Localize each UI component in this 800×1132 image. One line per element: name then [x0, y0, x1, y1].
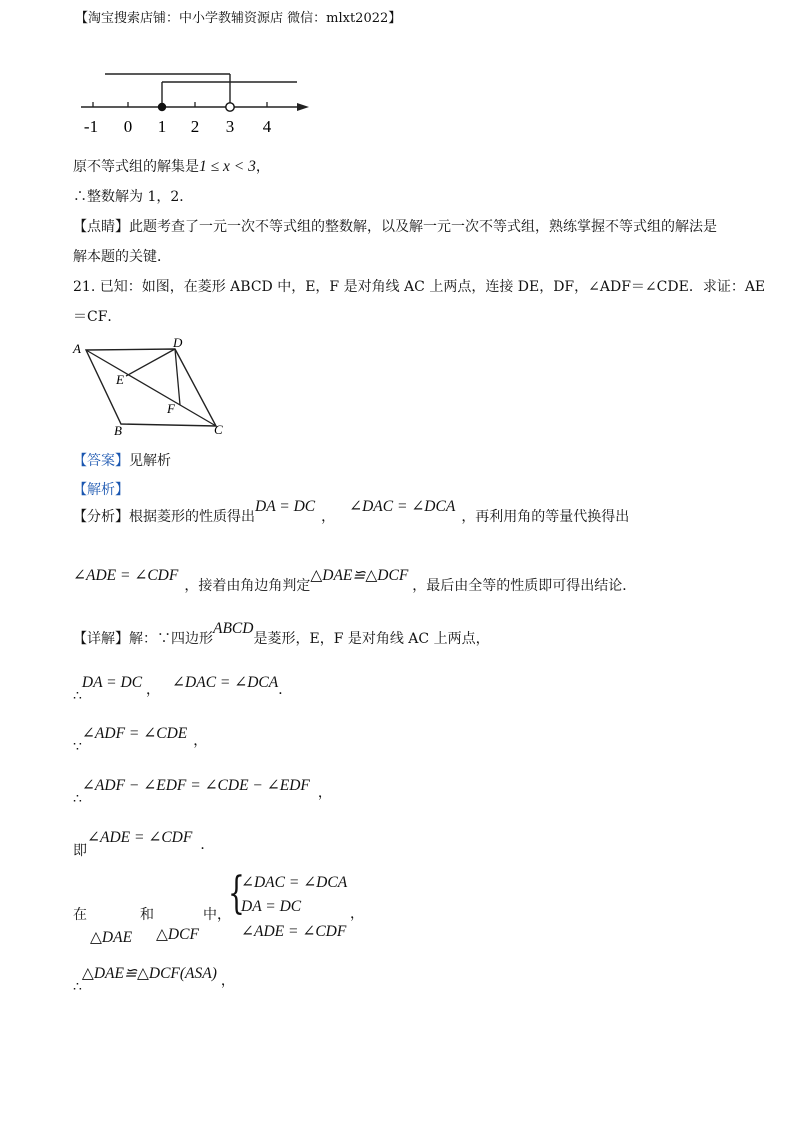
tick-label: -1 [83, 117, 99, 136]
label-E: E [116, 372, 124, 387]
comment-line-1: 【点睛】此题考查了一元一次不等式组的整数解，以及解一元一次不等式组，熟练掌握不等式组的解法是 [73, 219, 717, 235]
system-end: ， [350, 906, 364, 922]
math-expr: ∠ADE = ∠CDF [87, 829, 193, 846]
system-he: 和 [140, 907, 154, 923]
system-brace: { [228, 868, 245, 919]
math-expr: DA = DC [255, 498, 316, 515]
math-expr: ∠DAC = ∠DCA [172, 674, 279, 691]
label-F: F [167, 401, 175, 416]
detail-line: 【详解】解：∵四边形ABCD是菱形，E，F 是对角线 AC 上两点， [73, 620, 490, 647]
comment-line-2: 解本题的关键． [73, 249, 171, 265]
triangle-dcf: △DCF [156, 926, 199, 943]
analysis-line-2: ∠ADE = ∠CDF，接着由角边角判定△DAE≌△DCF，最后由全等的性质即可得出结论． [73, 567, 637, 594]
math-expr: DA = DC [81, 674, 143, 691]
closed-point-1 [158, 103, 166, 111]
math-expr: △DAE≌△DCF(ASA) [81, 965, 217, 982]
label-D: D [173, 335, 183, 350]
tick-label: 1 [157, 117, 167, 136]
math-expr: ABCD [213, 620, 254, 637]
math-expr: ∠ADE = ∠CDF [73, 567, 179, 584]
math-expr: 1 ≤ x < 3 [199, 158, 256, 175]
math-expr: ∠ADF = ∠CDE [81, 725, 188, 742]
label-B: B [114, 423, 122, 438]
tick-label: 4 [262, 117, 272, 136]
math-expr: ∠DAC = ∠DCA [349, 498, 456, 515]
math-expr: ∠ADF − ∠EDF = ∠CDE − ∠EDF [81, 777, 310, 794]
system-eq-1: ∠DAC = ∠DCA [241, 874, 348, 891]
problem-line-2: ＝CF． [73, 309, 122, 325]
open-point-3 [226, 103, 234, 111]
triangle-dae: △DAE [90, 929, 133, 946]
problem-line-1: 21. 已知：如图，在菱形 ABCD 中，E，F 是对角线 AC 上两点，连接 DE，DF，∠ADF＝∠CDE．求证：AE [73, 279, 766, 295]
integer-solutions: ∴整数解为 1，2． [73, 189, 194, 205]
system-zai: 在 [73, 907, 87, 923]
step-2: ∵∠ADF = ∠CDE ， [73, 725, 208, 755]
label-C: C [214, 422, 223, 437]
math-expr: △DAE≌△DCF [310, 567, 409, 584]
system-zhong: 中， [203, 907, 231, 923]
tick-label: 3 [225, 117, 235, 136]
tick-label: 2 [190, 117, 200, 136]
answer-tag: 【答案】 [73, 453, 129, 469]
label-A: A [73, 341, 81, 356]
step-4: 即∠ADE = ∠CDF ． [73, 829, 215, 859]
system-eq-3: ∠ADE = ∠CDF [241, 923, 347, 940]
number-line-diagram [75, 66, 315, 138]
analysis-line-1: 【分析】根据菱形的性质得出DA = DC，∠DAC = ∠DCA，再利用角的等量代换得出 [73, 498, 630, 525]
solution-set-line: 原不等式组的解集是1 ≤ x < 3， [73, 158, 270, 175]
tick-label: 0 [123, 117, 133, 136]
page-header: 【淘宝搜索店铺：中小学教辅资源店 微信：mlxt2022】 [75, 11, 402, 26]
step-1: ∴DA = DC ， ∠DAC = ∠DCA． [73, 674, 293, 704]
rhombus-figure [68, 334, 238, 440]
system-eq-2: DA = DC [241, 898, 302, 915]
step-3: ∴∠ADF − ∠EDF = ∠CDE − ∠EDF ， [73, 777, 332, 807]
analysis-tag: 【解析】 [73, 482, 129, 498]
conclusion-line: ∴△DAE≌△DCF(ASA) ， [73, 965, 235, 995]
answer-line: 【答案】见解析 [73, 453, 171, 469]
